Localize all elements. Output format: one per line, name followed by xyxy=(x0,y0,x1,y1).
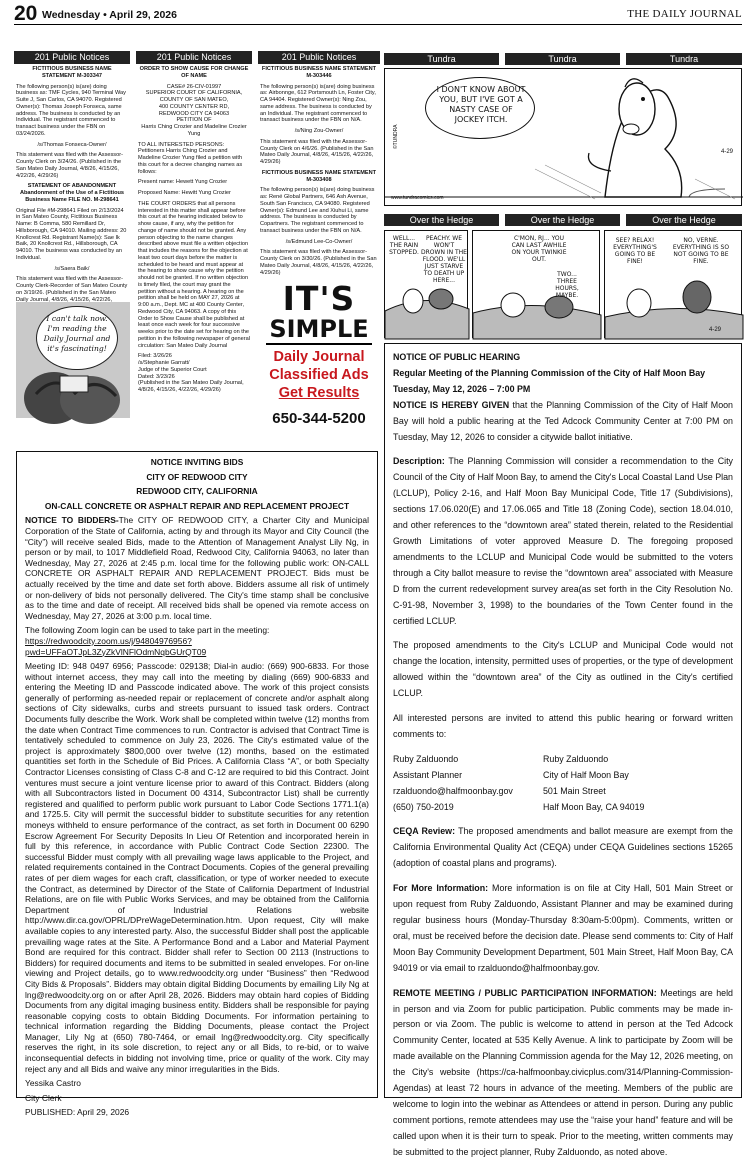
hearing-desc-lead: Description: xyxy=(393,456,445,467)
hedge-panel-2 xyxy=(472,230,600,338)
bids-heading: NOTICE INVITING BIDS xyxy=(150,457,244,467)
hedge-bubble-2: PEACHY. WE WON'T DROWN IN THE FLOOD. WE'LL JUST STARVE TO DEATH UP HERE... xyxy=(421,235,467,284)
osc-title: ORDER TO SHOW CAUSE FOR CHANGE OF NAME xyxy=(139,66,249,79)
contact-right-street: 501 Main Street xyxy=(543,785,606,796)
contact-right-name: Ruby Zalduondo xyxy=(543,753,609,764)
fbn-body-2: The following person(s) is(are) doing business as: Airbonnge, 612 Portsmouth Ln, Foster City, CA 94404. Registered Owner(s): Ning Zou, same address. The business is conducted by an Individual. The registrant commenced to transact business under the FBN on N/A. xyxy=(260,83,376,124)
hearing-para-2: The proposed amendments to the City's LCLUP and Municipal Code would not change the location, intensity, permitted uses of properties, or the type of development allowed within the “downtown area” of the City as outlined in the City's certified LCLUP. xyxy=(393,640,733,699)
tundra-bubble: I DON'T KNOW ABOUT YOU, BUT I'VE GOT A NASTY CASE OF JOCKEY ITCH. xyxy=(436,85,526,124)
osc-order: THE COURT ORDERS that all persons interested in this matter shall appear before this court at the hearing indicated below to show cause, if any, why the petition for change of name should not be granted. Any person objecting to the name changes described above must file a written objection that includes the reasons for the objection at least two court days before the matter is scheduled to be heard and must appear at the hearing to show cause why the petition should not be granted. If no written objection is timely filed, the court may grant the petition without a hearing. A hearing on the petition shall be held on MAY 27, 2026 at 9:00 a.m., Dept. MC at 400 County Center, Redwood City, CA 94063. A copy of this Order to Show Cause shall be published at least once each week for four successive weeks prior to the date set for hearing on the petition in the following newspaper of general circulation: San Mateo Daily Journal xyxy=(138,200,250,349)
col-head-3: 201 Public Notices xyxy=(258,51,380,64)
col-head-1: 201 Public Notices xyxy=(14,51,130,64)
abandon-title: STATEMENT OF ABANDONMENT Abandonment of the Use of a Fictitious Business Name FILE NO. M-298641 xyxy=(19,183,125,203)
ad-classified: Classified Ads xyxy=(269,367,369,383)
contact-left-title: Assistant Planner xyxy=(393,769,463,780)
fbn-title-3: FICTITIOUS BUSINESS NAME STATEMENT M-303408 xyxy=(261,169,377,183)
bids-project: ON-CALL CONCRETE OR ASPHALT REPAIR AND REPLACEMENT PROJECT xyxy=(44,500,350,511)
osc-sig: /s/Stephanie Garratt/ xyxy=(138,360,190,366)
hedge-head-2: Over the Hedge xyxy=(505,214,620,226)
bids-zoom-intro: The following Zoom login can be used to take part in the meeting: xyxy=(25,625,270,636)
hearing-given-lead: NOTICE IS HEREBY GIVEN xyxy=(393,399,510,410)
bids-city: CITY OF REDWOOD CITY xyxy=(146,471,248,482)
hearing-para-3: All interested persons are invited to attend this public hearing or forward written comments to: xyxy=(393,713,733,739)
fbn-title-1: FICTITIOUS BUSINESS NAME STATEMENT M-303347 xyxy=(32,66,112,79)
page-number: 20 xyxy=(14,2,38,25)
osc-case-line: CASE# 26-CIV-01997 xyxy=(166,83,222,90)
contact-right-city: Half Moon Bay, CA 94019 xyxy=(543,801,645,812)
bids-location: REDWOOD CITY, CALIFORNIA xyxy=(136,486,258,497)
osc-filed: Filed: 3/26/26 xyxy=(138,353,172,360)
ceqa-lead: CEQA Review: xyxy=(393,826,456,837)
hearing-subtitle: Regular Meeting of the Planning Commission of the City of Half Moon Bay xyxy=(393,367,706,378)
fbn-tail-1: This statement was filed with the Assessor-County Clerk on 3/24/26. (Published in the San Mateo Daily Journal, 4/8/26, 4/15/26, 4/22/26, 4/29/26) xyxy=(16,152,123,179)
fbn-body-1: The following person(s) is(are) doing business as: TMF Cycles, 940 Terminal Way Suite J, San Carlos, CA 94070. Registered Owner(s): Thomas Joseph Fonseca, same address. The business is conducted by an Individual. The registrant commenced to transact business under the FBN on 03/24/2026. xyxy=(16,83,126,137)
issue-date: Wednesday • April 29, 2026 xyxy=(42,9,177,21)
hedge-bubble-3: C'MON, RJ... YOU CAN LAST AWHILE ON YOUR TWINKIE OUT. xyxy=(511,235,567,263)
tundra-date: 4-29 xyxy=(721,149,734,155)
remote-lead: REMOTE MEETING / PUBLIC PARTICIPATION INFORMATION: xyxy=(393,987,657,998)
ad-phone: 650-344-5200 xyxy=(272,410,366,427)
abandon-tail: This statement was filed with the Assessor-County Clerk-Recorder of San Mateo County on 3/19/26. (Published in the San Mateo Daily Journal, 4/8/26, 4/15/26, 4/22/26, xyxy=(16,276,128,303)
col-3-notices xyxy=(260,66,378,276)
osc-dated: Dated: 3/23/26 xyxy=(138,373,175,380)
col-1-notices xyxy=(16,66,128,303)
bids-signer: Yessika Castro xyxy=(25,1078,81,1089)
contact-left-name: Ruby Zalduondo xyxy=(393,753,459,764)
paper-name: THE DAILY JOURNAL xyxy=(627,8,742,20)
fbn-title-2: FICTITIOUS BUSINESS NAME STATEMENT M-303446 xyxy=(261,66,377,79)
hedge-bubble-6: NO, VERNE. EVERYTHING IS SO NOT GOING TO BE FINE. xyxy=(672,237,730,265)
abandon-body: Original File #M-298641 Filed on 2/13/2024 in San Mateo County, Fictitious Business Name: B Comma, 580 Remillard Dr, Hillsborough, CA 94010. Mailing address: 20 Knollcrest Rd. Registrant Name(s): Sae Ik Baik, 20 Knollcrest Rd., Hillsborough, CA 94010. The business was conducted by an Individual. xyxy=(16,207,127,261)
osc-petitioners-line: Harris Ching Crozier and Madeline Crozier Yung xyxy=(141,124,247,137)
classified-ad xyxy=(260,279,378,442)
fbn-sig-2: /s/Ning Zou-Owner/ xyxy=(294,128,344,134)
osc-judge: Judge of the Superior Court xyxy=(138,366,207,373)
fbn-sig-1: /s/Thomas Fonseca-Owner/ xyxy=(37,141,107,148)
hedge-date: 4-29 xyxy=(709,327,722,333)
contact-right xyxy=(543,752,644,816)
info-text: More information is on file at City Hall, 501 Main Street or upon request from Ruby Zalduondo, Assistant Planner and may be examined during regular business hours (Monday-Thursday 8:30am-5:00pm). Comments, written or oral, must be received before the decision date. Please send comments to: City of Half Moon Bay Community Development Department, 501 Main Street, Half Moon Bay, CA 94019 or via email to rzalduondo@halfmoonbay.gov. xyxy=(393,883,733,973)
hearing-contacts xyxy=(393,752,733,816)
hedge-head-3: Over the Hedge xyxy=(626,214,742,226)
osc-present-name: Present name: Hewett Yung Crozier xyxy=(138,179,228,186)
tundra-head-2: Tundra xyxy=(505,53,620,65)
ad-simple: SIMPLE xyxy=(266,316,372,345)
bids-para-3: Meeting ID: 948 0497 6956; Passcode: 029138; Dial-in audio: (669) 900-6833. For those without internet access, they may call into the meeting by dialing (669) 900-6833 and entering the Meeting ID and Passcode indicated above. The work of this project consists generally of performing as-needed repair or replacement of concrete and/or asphalt along sections of City sidewalks, curbs and streets pursuant to issued task orders. Contract Documents fully describe the Work. Work shall be completed within twelve (12) months from the date when Contract Time commences to run. Contractor is advised that Contract Time is tentatively scheduled to commence on July 23, 2026. The City's estimated value of the project is approximately $800,000 over twelve (12) months, based on the estimated quantities set forth in the Schedule of Bid Prices. A California Class “A”, or both Specialty Contractor Licenses consisting of Class C-8 and C-12 are required to bid this Contract. Joint ventures must secure a joint venture license prior to award of this Contract. Bidders (along with all Subcontractors listed in Document 00 4314, Subcontractor List) shall be currently registered and qualified to perform public work pursuant to Labor Code Sections 1771.1(a) and 1725.5. City will permit the successful bidder to substitute securities for any retention moneys withheld to ensure performance of the contract, as set forth in Document 00 6290 Escrow Agreement For Security Deposits In Lieu Of Retention and incorporated herein in full by this reference, in accordance with Public Contract Code Section 22300. The successful Bidder must comply with all prevailing wage laws applicable to the Project, and related requirements contained in the Contract Documents. Copies of the general prevailing rates of per diem wages for each craft, classification, or type of worker needed to execute the Contract, as determined by Director of the State of California Department of Industrial Relations, are on file with Public Works Services, and may be obtained from the California Department of Industrial Relations website http://www.dir.ca.gov/OPRL/DPreWageDetermination.htm. Upon request, City will make available copies to any interested party. Also, the successful Bidder shall post the applicable prevailing wage rates at the Site. A Performance Bond and a Labor and Material Payment Bond are required for this contract. Bidder shall refer to Section 00 2113 (Instructions to Bidders) for required documents and items to be submitted in sealed envelopes. For on-line viewing and Project details, go to www.redwoodcity.org under “Business” then “Redwood City Bids & Proposals”. Bidders may obtain digital Bidding Documents by emailing Lily Ng at lng@redwoodcity.org on or after April 28, 2026. Bidders may obtain hard copies of Bidding Documents from any digital imaging business entity. Bidders shall be responsible for paying reasonable copying costs to obtain Bidding Documents. For information pertaining to technical information regarding the Bidding Documents, please contact the Project Manager, Lily Ng at (650) 780-7464, or email lng@redwoodcity.org. City specifically reserves the right, in its sole discretion, to reject any or all Bids, to re-bid, or to waive inconsequential defects in bidding not involving time, price or quality of the work. City may reject any and all Bids and waive any minor irregularities in the Bids. xyxy=(25,661,369,1074)
bids-published: PUBLISHED: April 29, 2026 xyxy=(25,1107,130,1118)
contact-right-org: City of Half Moon Bay xyxy=(543,769,629,780)
fbn-sig-3: /s/Edmund Lee-Co-Owner/ xyxy=(285,238,353,245)
osc-proposed-name: Proposed Name: Hewitt Yung Crozier xyxy=(138,190,231,196)
bids-lead: NOTICE TO BIDDERS- xyxy=(25,515,119,526)
osc-court-line: SUPERIOR COURT OF CALIFORNIA, COUNTY OF SAN MATEO, xyxy=(145,90,243,103)
hedge-panel-3 xyxy=(604,230,742,338)
ad-results: Get Results xyxy=(278,385,360,401)
hearing-title: NOTICE OF PUBLIC HEARING xyxy=(393,352,521,362)
daily-journal-promo xyxy=(16,302,130,418)
header-rule xyxy=(14,24,742,25)
hearing-date: Tuesday, May 12, 2026 – 7:00 PM xyxy=(393,383,531,394)
osc-to-all: TO ALL INTERESTED PERSONS: Petitioners Harris Ching Crozier and Madeline Crozier Yung filed a petition with this court for a decree changing names as follows: xyxy=(138,141,243,175)
osc-petition-line: PETITION OF xyxy=(176,117,212,124)
hedge-bubble-1: WELL... THE RAIN STOPPED. xyxy=(389,235,419,256)
tundra-comic xyxy=(384,68,742,206)
bids-signer-title: City Clerk xyxy=(25,1092,62,1103)
contact-left-phone: (650) 750-2019 xyxy=(393,801,454,812)
notice-inviting-bids xyxy=(16,451,378,1118)
abandon-sig: /s/Saera Baik/ xyxy=(54,265,90,272)
tundra-url: www.tundracomics.com xyxy=(391,195,444,201)
col-2-name-change xyxy=(138,66,250,444)
hedge-panel-1 xyxy=(384,230,468,338)
ad-daily-journal: Daily Journal xyxy=(273,349,365,365)
ad-its: IT'S xyxy=(282,279,356,318)
info-lead: For More Information: xyxy=(393,883,489,894)
contact-left xyxy=(393,752,543,816)
ceqa-text: The proposed amendments and ballot measure are exempt from the California Environmental Quality Act (CEQA) under CEQA Guidelines sections 15265 (adoption of coastal plans and programs). xyxy=(393,826,733,869)
osc-pub: (Published in the San Mateo Daily Journal, 4/8/26, 4/15/26, 4/22/26, 4/29/26) xyxy=(138,380,244,393)
col-head-2: 201 Public Notices xyxy=(136,51,252,64)
hearing-desc: The Planning Commission will consider a recommendation to the City Council of the City of Half Moon Bay, to amend the City's Local Coastal Land Use Plan (LCLUP), Policy 2-16, and Half Moon Bay Municipal Code, Title 17 (Subdivisions), sections 17.06.020(E) and 17.06.065 and Title 18 (Zoning Code), section 18.04.010, and other references to the “downtown area” stated therein, related to the Residential Growth Limitations of voter approved Measure D. The foregoing proposed amendments to the LCLUP and Municipal Code would be submitted to the voters through a City ballot measure to revise the “downtown area” associated with Measure D from the current redevelopment survey area(as set forth in the City Resolution No. C-91-98, November 3, 1998) to the boundaries of the Town Center found in the certified LCLUP. xyxy=(393,456,733,626)
osc-city-line: REDWOOD CITY CA 94063 xyxy=(158,110,230,117)
contact-left-email[interactable]: rzalduondo@halfmoonbay.gov xyxy=(393,785,513,796)
fbn-tail-3: This statement was filed with the Assessor-County Clerk on 3/30/26. (Published in the San Mateo Daily Journal, 4/8/26, 4/15/26, 4/22/26, 4/29/26) xyxy=(260,249,377,276)
bids-para-1: The CITY OF REDWOOD CITY, a Charter City and Municipal Corporation of the State of California, acting by and through its Mayor and City Council (the “City”) will receive sealed Bids, made to the Attention of Management Analyst Lily Ng, in person or by mail, to 1017 Middlefield Road, Redwood City, California 94063, no later than Wednesday, May 27, 2026 at 2:45 p.m. local time for the following public work: ON-CALL CONCRETE OR ASPHALT REPAIR AND REPLACEMENT PROJECT. Bids must be actually received by the time and date set forth above. Bidders assume all risk of untimely or non-delivery of bids not personally delivered. The City's time stamp shall be conclusive as to the time and date of receipt. All received bids shall be opened via remote access on Wednesday, May 27, 2026 at 3:00 p.m. local time. xyxy=(25,515,370,621)
notice-public-hearing xyxy=(384,343,742,1157)
hedge-head-1: Over the Hedge xyxy=(384,214,499,226)
tundra-copyright: ©TUNDRA xyxy=(393,124,399,149)
hedge-bubble-5: SEE? RELAX! EVERYTHING'S GOING TO BE FINE! xyxy=(613,237,657,265)
hearing-given: that the Planning Commission of the City of Half Moon Bay will hold a public hearing at the Ted Adcock Community Center at 7:00 PM on Tuesday, May 12, 2026 to consider a citywide ballot initiative. xyxy=(393,399,733,442)
hedge-bubble-4: TWO... THREE HOURS, MAYBE. xyxy=(555,271,579,299)
bids-zoom-link[interactable]: https://redwoodcity.zoom.us/j/94804976956?pwd=UFFaOTJpL3ZyZkVlNFlOdmNqbGUrQT09 xyxy=(25,635,207,657)
tundra-head-3: Tundra xyxy=(626,53,742,65)
promo-text: I can't talk now. I'm reading the Daily Journal and it's fascinating! xyxy=(43,314,111,353)
tundra-head-1: Tundra xyxy=(384,53,499,65)
fbn-tail-2: This statement was filed with the Assessor-County Clerk on 4/6/26. (Published in the San Mateo Daily Journal, 4/8/26, 4/15/26, 4/22/26, 4/29/26) xyxy=(260,138,374,165)
fbn-body-3: The following person(s) is(are) doing business as: René Global Partners, 646 Ash Avenue, South San Francisco, CA 94080. Registered Owner(s): Edmund Lee and Xiuhui Li, same address. The business is conducted by Copartners. The registrant commenced to transact business under the FBN on N/A. xyxy=(260,187,375,234)
osc-address-line: 400 COUNTY CENTER RD, xyxy=(158,103,230,110)
remote-text: Meetings are held in person and via Zoom for public participation. Public comments may be made in-person or via Zoom. The public is welcome to attend in person at the Ted Adcock Community Center, located at 535 Kelly Avenue. A link to participate by Zoom will be made available on the Planning Commission agenda for the May 12, 2026 meeting, on the City's website (https://ca-halfmoonbay.civicplus.com/314/Planning-Commission-Agendas) at least 72 hours in advance of the meeting. Members of the public are welcome to login into the webinar as Attendees or attend in person. During any public comment portions, remote attendees may use the “raise your hand” feature and will be called upon when it is their turn to speak. Prior to the meeting, written comments may be submitted to the project planner, Ruby Zalduondo, as noted above. xyxy=(393,987,733,1157)
